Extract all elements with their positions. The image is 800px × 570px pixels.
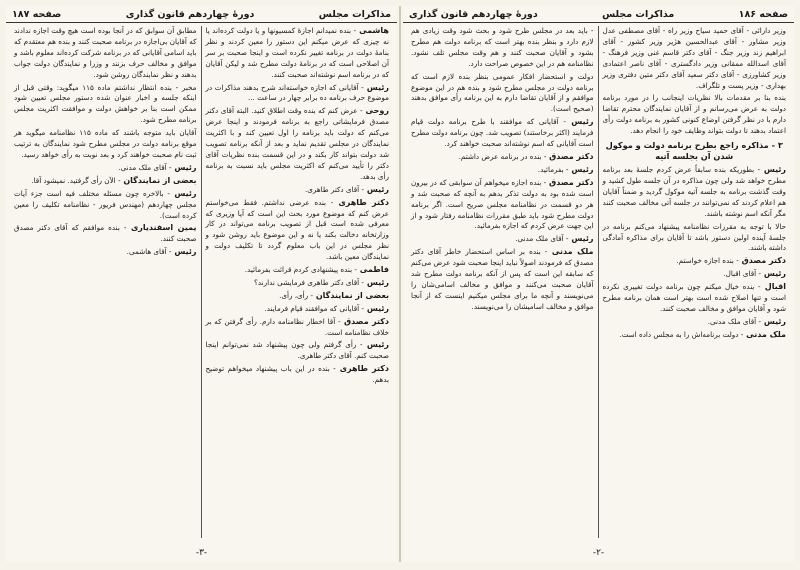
speech-text: - بالاخره چون مسئله مختلف فیه است جزء آیات مجلس چهاردهم (مهندس فریور - نظامنامه تکلیف را معین کرده است). xyxy=(14,188,197,220)
speech-paragraph xyxy=(603,256,787,267)
speech-text: مخبر - بنده انتظار نداشتم ماده ۱۱۵ میگوید: وقتی قبل از اینکه جلسه و اخبار عنوان شده دستور مجلس تعیین شود ممکن است بنا بر خواهش دولت و موافقت اکثریت مجلس برنامه مطرح شود. xyxy=(14,82,197,125)
speech-paragraph xyxy=(206,265,390,276)
speech-paragraph xyxy=(603,26,787,91)
speech-paragraph xyxy=(411,117,594,150)
speech-paragraph xyxy=(411,178,594,233)
speech-text: - بطوریکه بنده سابقاً عرض کردم جلسهٔ بعد برنامه مطرح خواهد شد ولی چون مذاکره در آن جلسه طول کشید و وقت گذشت برنامه به جلسه آتیه موکول گردید و ضمناً آقایان هم اعلام کردند که نمی‌توانند در جلسه آتی مخالف صحبت کنند مگر آنکه اسم نوشته باشند. xyxy=(602,165,786,218)
speech-text: - الآن رأی گرفتید. نمیشود آقا. xyxy=(31,175,121,185)
speech-paragraph xyxy=(603,93,787,137)
running-title: مذاکرات مجلس xyxy=(602,8,675,20)
text-column-right xyxy=(202,26,394,538)
speech-text: - آقا اخطار نظامنامه دارم. رأی گرفتن که بر خلاف نظامنامه است. xyxy=(205,316,389,337)
speech-paragraph xyxy=(14,163,197,174)
speaker-name: رئیس xyxy=(364,303,389,313)
speech-paragraph xyxy=(411,165,594,176)
text-column-left xyxy=(10,26,202,538)
speaker-name: دکتر مصدق xyxy=(340,316,389,326)
speech-text: - آقایانی که اجازه خواسته‌اند شرح بدهند مذاکرات در موضوع حرف برنامه ده برابر چهار در ساعت ... xyxy=(205,82,389,103)
speaker-name: رئیس xyxy=(760,165,786,175)
speaker-name: رئیس xyxy=(761,316,786,326)
speech-text: - آقای اقبال. xyxy=(723,269,762,279)
speech-text: - بنده اجازه خواستم. xyxy=(676,256,739,266)
speech-paragraph xyxy=(603,330,787,341)
text-columns xyxy=(6,26,397,538)
speaker-name: رئیس xyxy=(364,277,389,287)
text-column-right xyxy=(599,26,791,538)
speaker-name: هاشمی xyxy=(356,26,389,35)
speech-paragraph xyxy=(603,282,787,315)
speech-text: - آقای ملک مدنی. xyxy=(515,234,569,244)
speaker-name: یمین اسفندیاری xyxy=(126,223,197,233)
speech-text: - بنده پیشنهادی کردم قرائت بفرمائید. xyxy=(244,265,357,275)
speaker-name: دکتر طاهری xyxy=(333,197,389,207)
speech-paragraph xyxy=(411,247,594,312)
speech-paragraph xyxy=(14,176,197,187)
speech-paragraph xyxy=(603,317,787,328)
page-number: صفحه ۱۸۷ xyxy=(12,8,62,20)
speech-paragraph xyxy=(14,128,197,161)
speaker-name: ملک مدنی xyxy=(743,329,786,339)
text-columns xyxy=(403,26,794,538)
speech-text: - بنده بر اساس استحضار خاطر آقای دکتر مصدق که فرمودند اصولاً نباید اینجا صحبت شود عرض می‌کنم که سابقه این است که پس از آنکه برنامه دولت مطرح شد آقایان صحبت می‌کنند و موافق و مخالف اسامی‌شان را می‌نویسند و آنچه ما برای مجلس میکنیم اینست که از آنجا موافق و مخالف اسامیشان را می‌نویسند. xyxy=(411,247,594,311)
speech-paragraph xyxy=(206,304,390,315)
speech-text: - بنده در برنامه عرض داشتم. xyxy=(458,151,547,161)
speaker-name: بعضی از نمایندگان xyxy=(120,175,197,185)
speech-text: - بنده خیال میکنم چون برنامه دولت تغییری نکرده است و تنها اصلاح شده است بهتر است همان برنامه مطرح شود و آقایان موافق و مخالف صحبت کنند. xyxy=(602,282,786,313)
page-header xyxy=(6,6,397,23)
speech-text: حالا با توجه به مقررات نظامنامه پیشنهاد می‌کنم برنامه در جلسهٔ آینده اولین دستور باشد تا آقایان برای مذاکره آمادگی داشته باشند. xyxy=(602,221,786,253)
speech-paragraph xyxy=(206,340,390,362)
page-number: صفحه ۱۸۶ xyxy=(738,8,788,20)
speech-paragraph xyxy=(206,83,390,105)
speaker-name: دکتر مصدق xyxy=(738,256,786,266)
speech-text: - آقایانی که موافقند قیام فرمایند. xyxy=(264,303,365,313)
speech-text: - آقای هاشمی. xyxy=(126,247,172,257)
speech-text: بنده بنا بر مقدمات بالا نظریات اینجانب را در مورد برنامه دولت به عرض می‌رسانم و از آقایان نمایندگان محترم تقاضا دارم با در نظر گرفتن اوضاع کنونی کشور به برنامه دولت رأی اعتماد بدهند تا دولت بتواند وظایف خود را انجام دهد. xyxy=(602,93,786,136)
speech-paragraph xyxy=(206,364,390,386)
speech-paragraph xyxy=(14,247,197,258)
speaker-name: رئیس xyxy=(568,164,594,174)
speech-paragraph xyxy=(206,198,390,263)
speech-text: - آقای دکتر طاهری فرمایشی ندارند؟ xyxy=(254,277,365,287)
speech-text: وزیر دارائی - آقای حمید سیاح وزیر راه - آقای مصطفی عدل وزیر مشاور - آقای عبدالحسین هژیر وزیر کشور - آقای ابراهیم زند وزیر جنگ - آقای دکتر قاسم غنی وزیر فرهنگ - آقای اسدالله ممقانی وزیر دادگستری - آقای ناصر اعتمادی وزیر کشاورزی - آقای دکتر سعید آقای دکتر متین دفتری وزیر بهداری - وزیر پست و تلگراف. xyxy=(602,26,786,90)
speech-paragraph xyxy=(14,223,197,245)
speaker-name: رئیس xyxy=(364,184,389,194)
page-header xyxy=(403,6,794,23)
session-title: دورهٔ چهاردهم قانون گذاری xyxy=(125,8,255,20)
speech-text: - رأی گرفتم ولی چون پیشنهاد شد نمی‌توانم اینجا صحبت کنم. آقای دکتر طاهری. xyxy=(205,340,389,361)
speaker-name: اقبال xyxy=(760,282,787,292)
speech-text: - آقای ملک مدنی. xyxy=(118,162,172,172)
speech-paragraph xyxy=(206,291,390,302)
session-title: دورهٔ چهاردهم قانون گذاری xyxy=(409,8,538,20)
speech-paragraph xyxy=(14,26,197,81)
speech-text: دولت و استحضار افکار عمومی بنظر بنده لازم است که برنامه دولت در مجلس مطرح شود و بنده هم در این موضوع موافقم و از آقایان تقاضا دارم به این برنامه رأی موافق بدهند (صحیح است). xyxy=(411,71,594,114)
speech-text: - بنده نمیدانم اجازهٔ کمسیونها و یا دولت کرده‌اند یا نه چیزی که عرض میکنم این دستور را معین کردند و نظر بنامهٔ دولت در برنامه تغییر نکرده است و اینجا صحبت بر سر آن اصلاحی است که در برنامهٔ دولت مطرح شد و لیکن آقایان که در برنامه اسم نوشته‌اند صحبت کنند. xyxy=(205,26,389,79)
speech-paragraph xyxy=(603,269,787,280)
speaker-name: رئیس xyxy=(761,269,786,279)
section-heading: ۳ - مذاکره راجع بطرح برنامه دولت و موکول شدن آن بجلسه آتیه xyxy=(605,140,783,162)
speaker-name: رئیس xyxy=(171,162,197,172)
speech-paragraph xyxy=(14,83,197,127)
speech-text: - آقایانی که موافقند با طرح برنامه دولت قیام فرمایند (اکثر برخاستند) تصویب شد. چون برنامه دولت مطرح است آقایانی که اسم نوشته‌اند صحبت خواهند کرد. xyxy=(411,117,594,149)
book-gutter xyxy=(399,6,401,562)
speaker-name: دکتر مصدق xyxy=(546,151,594,161)
speaker-name: دکتر طاهری xyxy=(335,364,389,374)
speaker-name: رئیس xyxy=(362,340,390,350)
speech-paragraph xyxy=(206,26,390,81)
speaker-name: فاطمی xyxy=(356,265,389,275)
speech-text: - دولت برنامه‌اش را به مجلس داده است. xyxy=(619,329,744,339)
page-187 xyxy=(6,6,397,562)
speech-paragraph xyxy=(603,165,787,220)
speaker-name: رئیس xyxy=(566,117,594,127)
page-186 xyxy=(403,6,794,562)
speech-paragraph xyxy=(14,189,197,222)
speech-text: - بنده عرضی نداشتم. فقط می‌خواستم عرض کنم که موضوع مورد بحث این است که آیا وزیری که معرفی شده است قبل از تصویب برنامه می‌تواند در کار وزارتخانه دخالت بکند یا نه و این موضوع باید روشن شود و نظر مجلس در این باب معلوم گردد تا تکلیف دولت و نمایندگان معین باشد. xyxy=(205,197,389,262)
speech-text: - بنده اجازه میخواهم آن سوابقی که در بیرون است شده بود به دولت تذکر بدهم به آنچه که صحبت شد و هر دو قسمت در نظامنامه مجلس صریح است. اگر برنامه دولت مطرح شود باید طبق مقررات نظامنامه رفتار شود و از این جهت عرض کردم که اجازه بفرمائید. xyxy=(411,177,594,231)
speaker-name: بعضی از نمایندگان xyxy=(313,290,389,300)
speaker-name: رئیس xyxy=(171,247,197,257)
speech-paragraph xyxy=(206,278,390,289)
speech-text: آقایان باید متوجه باشند که ماده ۱۱۵ نظامنامه میگوید هر موقع برنامه دولت در مجلس مطرح شود نمایندگان به ترتیب ثبت نام صحبت خواهند کرد و بعد نوبت به رأی خواهد رسید. xyxy=(14,128,197,159)
speaker-name: روحی xyxy=(362,106,389,116)
page-footer: -۳- xyxy=(195,548,208,558)
running-title: مذاکرات مجلس xyxy=(318,8,391,20)
speech-text: - رأی، رأی. xyxy=(279,290,314,300)
speaker-name: رئیس xyxy=(169,188,197,198)
speech-text: - بفرمائید. xyxy=(537,164,569,174)
speech-text: - بنده موافقم که آقای دکتر مصدق صحبت کنند. xyxy=(14,223,197,244)
speech-paragraph xyxy=(411,152,594,163)
speech-paragraph xyxy=(206,106,390,182)
speech-text: - باید بعد در مجلس طرح شود و بحث شود وقت زیادی هم لازم دارد و بنظر بنده بهتر است که برنامه دولت هم مطرح بشود و آقایان صحبت کنند و هم وقت مجلس تلف نشود. نظامنامه هم در این خصوص صراحت دارد. xyxy=(411,26,594,68)
speech-paragraph xyxy=(411,72,594,116)
speech-paragraph xyxy=(411,234,594,245)
speech-text: مطابق آن سوابق که در آنجا بوده است هیچ وقت اجازه ندادند که آقایان بی‌اجازه در برنامه صحبت کنند و بنده هم معتقدم که باید اسامی آقایانی که در برنامه شرکت کرده‌اند معلوم باشد و موافق و مخالف حرف بزنند و وزرا و نمایندگان دولت جواب بدهند و نظر نمایندگان روشن شود. xyxy=(14,26,197,79)
speaker-name: دکتر مصدق xyxy=(546,177,594,187)
speech-paragraph xyxy=(411,26,594,70)
speech-paragraph xyxy=(603,222,787,255)
speaker-name: رئیس xyxy=(568,234,594,244)
text-column-left xyxy=(407,26,599,538)
speech-text: - آقای دکتر طاهری. xyxy=(305,184,365,194)
speech-text: - آقای ملک مدنی. xyxy=(707,316,762,326)
speech-paragraph xyxy=(206,185,390,196)
speaker-name: ملک مدنی xyxy=(547,247,594,257)
speech-paragraph xyxy=(206,317,390,339)
page-footer: -۲- xyxy=(592,548,605,558)
speech-text: - بنده در این باب پیشنهاد میخواهم توضیح بدهم. xyxy=(205,364,389,385)
speech-text: - عرض کنم که بنده وقت اطلاق کنید. البته آقای دکتر مصدق فرمایشاتی راجع به برنامه فرمودند و اینجا عرض می‌کنم که دولت باید برنامه را اول تعیین کند و با اکثریت نمایندگان در مجلس تقدیم نماید و بعد از آنکه برنامه تصویب شد دولت بتواند کار بکند و در این قسمت بنده نظریات آقای دکتر را تأیید می‌کنم که اکثریت مجلس باید نسبت به برنامه رأی بدهد. xyxy=(205,106,389,181)
speaker-name: رئیس xyxy=(363,82,389,92)
